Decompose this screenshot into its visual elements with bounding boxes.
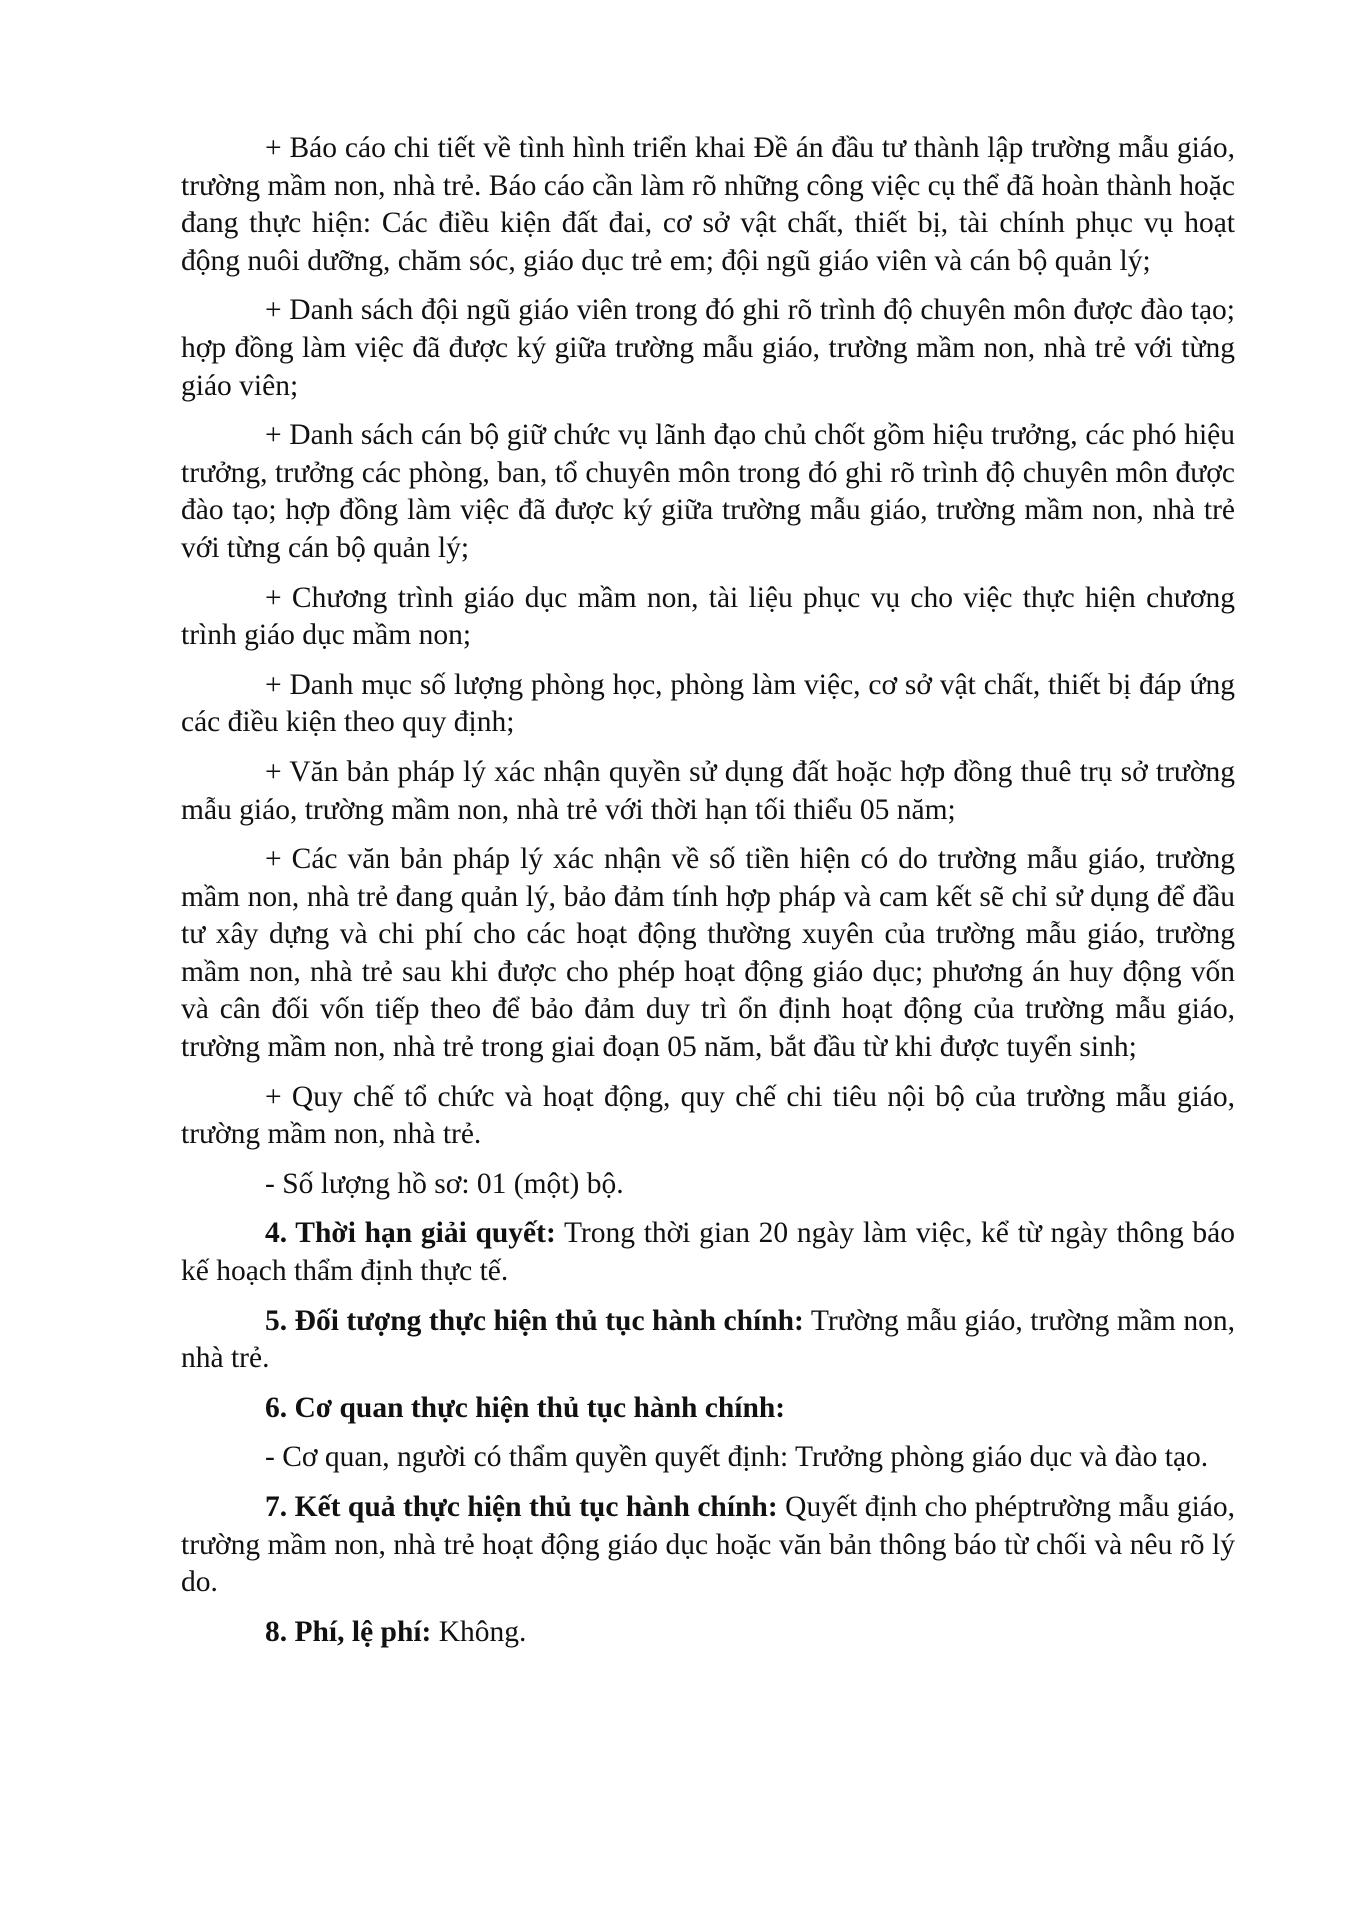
- section-text: - Cơ quan, người có thẩm quyền quyết định: Trưởng phòng giáo dục và đào tạo.: [265, 1441, 1209, 1474]
- section-heading: 4. Thời hạn giải quyết:: [265, 1217, 556, 1250]
- section-heading: 8. Phí, lệ phí:: [265, 1615, 432, 1648]
- section-doi-tuong: [181, 1303, 1235, 1378]
- section-heading: 5. Đối tượng thực hiện thủ tục hành chính:: [265, 1304, 804, 1337]
- paragraph-danh-sach-giao-vien: + Danh sách đội ngũ giáo viên trong đó ghi rõ trình độ chuyên môn được đào tạo; hợp đồng làm việc đã được ký giữa trường mẫu giáo, trường mầm non, nhà trẻ với từng giáo viên;: [181, 294, 1235, 402]
- section-text: Quyết định cho phéptrường mẫu giáo, trường mầm non, nhà trẻ hoạt động giáo dục hoặc văn bản thông báo từ chối và nêu rõ lý do.: [181, 1491, 1235, 1599]
- paragraph-van-ban-tai-chinh: + Các văn bản pháp lý xác nhận về số tiền hiện có do trường mẫu giáo, trường mầm non, nhà trẻ đang quản lý, bảo đảm tính hợp pháp và cam kết sẽ chỉ sử dụng để đầu tư xây dựng và chi phí cho các hoạt động thường xuyên của trường mẫu giáo, trường mầm non, nhà trẻ sau khi được cho phép hoạt động giáo dục; phương án huy động vốn và cân đối vốn tiếp theo để bảo đảm duy trì ổn định hoạt động của trường mẫu giáo, trường mầm non, nhà trẻ trong giai đoạn 05 năm, bắt đầu từ khi được tuyển sinh;: [181, 843, 1235, 1064]
- document-body: [181, 130, 1235, 1663]
- paragraph-danh-sach-can-bo: + Danh sách cán bộ giữ chức vụ lãnh đạo chủ chốt gồm hiệu trưởng, các phó hiệu trưởng, trưởng các phòng, ban, tổ chuyên môn trong đó ghi rõ trình độ chuyên môn được đào tạo; hợp đồng làm việc đã được ký giữa trường mẫu giáo, trường mầm non, nhà trẻ với từng cán bộ quản lý;: [181, 419, 1235, 564]
- paragraph-quy-che: + Quy chế tổ chức và hoạt động, quy chế chi tiêu nội bộ của trường mẫu giáo, trường mầm non, nhà trẻ.: [181, 1080, 1235, 1151]
- paragraph-bao-cao-chi-tiet: + Báo cáo chi tiết về tình hình triển khai Đề án đầu tư thành lập trường mẫu giáo, trường mầm non, nhà trẻ. Báo cáo cần làm rõ những công việc cụ thể đã hoàn thành hoặc đang thực hiện: Các điều kiện đất đai, cơ sở vật chất, thiết bị, tài chính phục vụ hoạt động nuôi dưỡng, chăm sóc, giáo dục trẻ em; đội ngũ giáo viên và cán bộ quản lý;: [181, 132, 1235, 277]
- section-phi-le-phi: [181, 1614, 1235, 1652]
- paragraph-nguoi-co-tham-quyen: [181, 1439, 1235, 1477]
- section-text: Không.: [431, 1615, 527, 1648]
- section-heading: 6. Cơ quan thực hiện thủ tục hành chính:: [265, 1391, 786, 1424]
- section-text: Trường mẫu giáo, trường mầm non, nhà trẻ.: [181, 1304, 1235, 1375]
- section-text: Trong thời gian 20 ngày làm việc, kể từ ngày thông báo kế hoạch thẩm định thực tế.: [181, 1217, 1235, 1288]
- paragraph-van-ban-dat: + Văn bản pháp lý xác nhận quyền sử dụng đất hoặc hợp đồng thuê trụ sở trường mẫu giáo, trường mầm non, nhà trẻ với thời hạn tối thiểu 05 năm;: [181, 755, 1235, 826]
- paragraph-danh-muc-phong-hoc: + Danh mục số lượng phòng học, phòng làm việc, cơ sở vật chất, thiết bị đáp ứng các điều kiện theo quy định;: [181, 668, 1235, 739]
- section-heading: 7. Kết quả thực hiện thủ tục hành chính:: [265, 1491, 778, 1523]
- section-co-quan: [181, 1390, 1235, 1428]
- paragraph-so-luong-ho-so: - Số lượng hồ sơ: 01 (một) bộ.: [265, 1167, 624, 1200]
- paragraph-chuong-trinh-giao-duc: + Chương trình giáo dục mầm non, tài liệu phục vụ cho việc thực hiện chương trình giáo dục mầm non;: [181, 581, 1235, 652]
- section-ket-qua: [181, 1489, 1235, 1602]
- section-thoi-han: [181, 1215, 1235, 1290]
